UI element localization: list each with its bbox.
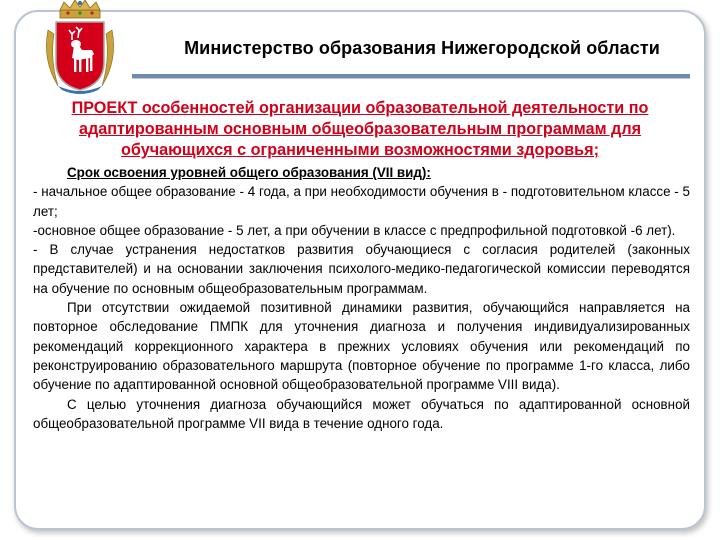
paragraph-repeat-examination: При отсутствии ожидаемой позитивной динамики развития, обучающийся направляется на повторное обследование ПМПК для уточнения диагноза и получения индивидуализированных рекомендаций коррекционного характера в прежних условиях обучения или рекомендаций по реконструированию образовательного маршрута (повторное обучение по программе 1-го класса, либо обучение по адаптированной основной общеобразовательной программе VIII вида). — [33, 300, 690, 393]
paragraph-diagnosis: С целью уточнения диагноза обучающийся может обучаться по адаптированной основной общеобразовательной программе VII вида в течение одного года. — [33, 396, 690, 431]
section-subheading: Срок освоения уровней общего образования (VII вид): — [67, 165, 431, 180]
document-body — [33, 163, 690, 433]
crown-icon — [60, 0, 100, 18]
ministry-title: Министерство образования Нижегородской области — [184, 38, 660, 58]
paragraph-basic-education: -основное общее образование - 5 лет, а при обучении в классе с предпрофильной подготовкой -6 лет). — [33, 222, 676, 238]
paragraph-transfer: - В случае устранения недостатков развития обучающиеся с согласия родителей (законных представителей) и на основании заключения психолого-медико-педагогической комиссии переводятся на обучение по основным общеобразовательным программам. — [33, 242, 690, 296]
paragraph-primary-education: - начальное общее образование - 4 года, а при необходимости обучения в - подготовительном классе - 5 лет; — [33, 184, 690, 219]
project-title: ПРОЕКТ особенностей организации образовательной деятельности по адаптированным основным общеобразовательным программам для обучающихся с ограниченными возможностями здоровья; — [71, 99, 649, 159]
header-divider-light — [132, 78, 690, 79]
coat-of-arms-icon — [38, 0, 122, 96]
